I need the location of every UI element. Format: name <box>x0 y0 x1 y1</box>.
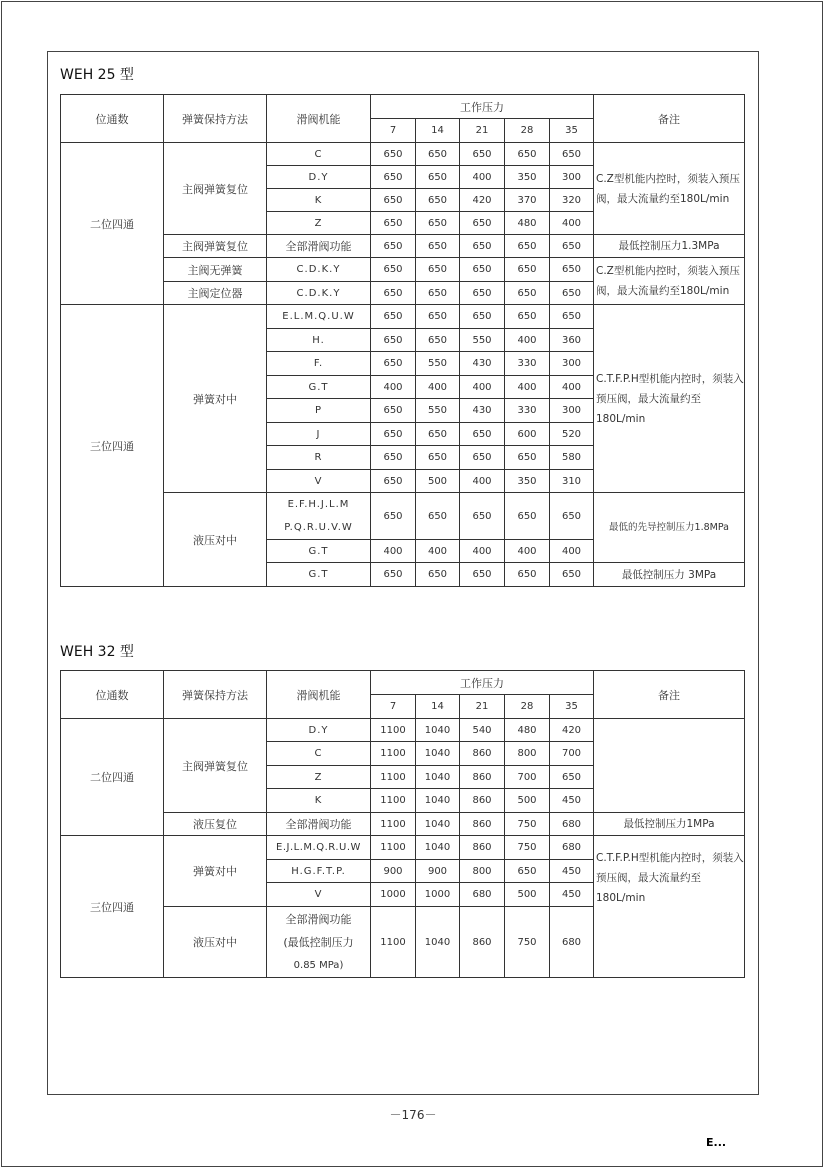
valve-function-line: 0.85 MPa) <box>293 959 344 971</box>
table-cell: 650 <box>416 563 460 587</box>
spring-method-label: 主阀无弹簧 <box>164 258 267 282</box>
table-cell: 330 <box>505 352 550 376</box>
table-cell: 400 <box>416 540 460 563</box>
valve-function: C <box>267 742 371 766</box>
spring-method-label: 主阀弹簧复位 <box>164 143 267 235</box>
valve-function-multi <box>267 493 371 540</box>
table-cell: 360 <box>550 329 594 352</box>
table-cell: 650 <box>460 563 505 587</box>
table-cell: 650 <box>505 282 550 305</box>
table-cell: 650 <box>416 189 460 212</box>
table-cell: 500 <box>416 470 460 493</box>
table-cell: 1040 <box>416 719 460 742</box>
table-cell: 1040 <box>416 766 460 789</box>
table-cell: 1100 <box>371 836 416 860</box>
table-cell: 650 <box>550 305 594 329</box>
table-cell: 540 <box>460 719 505 742</box>
table-cell: 650 <box>505 446 550 470</box>
table-cell: 1100 <box>371 789 416 813</box>
spec-table-weh25 <box>60 94 745 587</box>
valve-function-line: E.F.H.J.L.M <box>287 499 350 510</box>
table-cell: 650 <box>505 143 550 166</box>
table-cell: 860 <box>460 789 505 813</box>
table-cell: 580 <box>550 446 594 470</box>
table-cell: 400 <box>460 540 505 563</box>
valve-function: V <box>267 470 371 493</box>
table-cell: 1100 <box>371 766 416 789</box>
table-cell: 450 <box>550 789 594 813</box>
table-cell: 650 <box>416 235 460 258</box>
table-cell: 400 <box>460 376 505 399</box>
table-cell: 650 <box>505 258 550 282</box>
table-cell: 400 <box>416 376 460 399</box>
header-spring-method: 弹簧保持方法 <box>164 671 267 719</box>
page-number: －176－ <box>389 1108 437 1122</box>
corner-mark: E... <box>706 1136 727 1149</box>
valve-function: Z <box>267 766 371 789</box>
table-cell: 650 <box>371 305 416 329</box>
valve-function-multi <box>267 907 371 978</box>
remark-note: 最低控制压力1MPa <box>594 813 745 836</box>
table-cell: 650 <box>505 860 550 883</box>
spring-method-label: 液压复位 <box>164 813 267 836</box>
valve-function: K <box>267 789 371 813</box>
table-cell: 400 <box>505 540 550 563</box>
section-title-weh32: WEH 32 型 <box>60 644 134 660</box>
table-cell: 860 <box>460 813 505 836</box>
spring-method-label: 主阀弹簧复位 <box>164 719 267 813</box>
table-cell: 900 <box>416 860 460 883</box>
remark-note: 最低的先导控制压力1.8MPa <box>594 493 745 563</box>
table-cell: 400 <box>371 540 416 563</box>
table-cell: 650 <box>371 235 416 258</box>
table-cell: 1040 <box>416 789 460 813</box>
pressure-level: 28 <box>505 695 550 719</box>
table-cell: 680 <box>550 813 594 836</box>
table-cell: 650 <box>371 212 416 235</box>
pressure-level: 21 <box>460 119 505 143</box>
table-cell: 650 <box>371 166 416 189</box>
table-cell: 650 <box>460 235 505 258</box>
table-cell: 650 <box>371 189 416 212</box>
pressure-level: 7 <box>371 119 416 143</box>
header-spring-method: 弹簧保持方法 <box>164 95 267 143</box>
valve-function-line: (最低控制压力 <box>283 935 354 949</box>
spring-method-label: 液压对中 <box>164 493 267 587</box>
table-cell: 650 <box>550 143 594 166</box>
table-cell: 600 <box>505 423 550 446</box>
table-cell: 750 <box>505 836 550 860</box>
remark-note: C.T.F.P.H型机能内控时，须装入预压阀，最大流量约至180L/min <box>594 836 745 978</box>
valve-function: H. <box>267 329 371 352</box>
table-cell: 680 <box>460 883 505 907</box>
table-cell: 430 <box>460 399 505 423</box>
table-cell: 860 <box>460 836 505 860</box>
table-cell: 500 <box>505 883 550 907</box>
table-cell: 650 <box>371 352 416 376</box>
table-cell: 650 <box>416 166 460 189</box>
table-cell: 420 <box>460 189 505 212</box>
table-cell: 650 <box>550 258 594 282</box>
table-cell: 400 <box>550 376 594 399</box>
spec-table-weh32 <box>60 670 745 978</box>
table-cell: 420 <box>550 719 594 742</box>
valve-function: G.T <box>267 563 371 587</box>
header-remarks: 备注 <box>594 671 745 719</box>
group-label: 三位四通 <box>61 836 164 978</box>
table-cell: 1040 <box>416 836 460 860</box>
pressure-level: 14 <box>416 119 460 143</box>
table-cell: 650 <box>371 446 416 470</box>
table-cell: 1040 <box>416 813 460 836</box>
spring-method-label: 弹簧对中 <box>164 836 267 907</box>
table-cell: 300 <box>550 166 594 189</box>
table-cell: 860 <box>460 742 505 766</box>
table-cell: 480 <box>505 212 550 235</box>
remark-note: 最低控制压力 3MPa <box>594 563 745 587</box>
group-label: 三位四通 <box>61 305 164 587</box>
pressure-level: 28 <box>505 119 550 143</box>
valve-function-line: P.Q.R.U.V.W <box>284 522 353 533</box>
valve-function: E.J.L.M.Q.R.U.W <box>267 836 371 860</box>
table-cell: 310 <box>550 470 594 493</box>
valve-function: F. <box>267 352 371 376</box>
group-label: 二位四通 <box>61 143 164 305</box>
valve-function: D.Y <box>267 719 371 742</box>
valve-function: D.Y <box>267 166 371 189</box>
table-cell: 320 <box>550 189 594 212</box>
table-cell: 650 <box>416 423 460 446</box>
valve-function: G.T <box>267 540 371 563</box>
table-cell: 900 <box>371 860 416 883</box>
table-cell: 800 <box>460 860 505 883</box>
table-cell: 650 <box>460 446 505 470</box>
table-cell: 650 <box>460 493 505 540</box>
valve-function: 全部滑阀功能 <box>267 813 371 836</box>
table-cell: 650 <box>460 305 505 329</box>
table-cell: 650 <box>460 212 505 235</box>
table-cell: 650 <box>505 493 550 540</box>
valve-function: Z <box>267 212 371 235</box>
valve-function: C.D.K.Y <box>267 258 371 282</box>
table-cell: 650 <box>416 212 460 235</box>
table-cell: 350 <box>505 470 550 493</box>
header-position: 位通数 <box>61 671 164 719</box>
valve-function: C <box>267 143 371 166</box>
table-cell: 650 <box>371 282 416 305</box>
table-cell: 650 <box>371 470 416 493</box>
table-cell: 650 <box>550 493 594 540</box>
pressure-level: 21 <box>460 695 505 719</box>
table-cell: 400 <box>505 376 550 399</box>
table-cell: 400 <box>460 470 505 493</box>
table-cell: 650 <box>550 563 594 587</box>
valve-function: V <box>267 883 371 907</box>
table-cell: 1000 <box>371 883 416 907</box>
table-cell: 680 <box>550 836 594 860</box>
valve-function-line: 全部滑阀功能 <box>285 912 352 926</box>
table-cell: 750 <box>505 813 550 836</box>
table-cell: 650 <box>550 235 594 258</box>
table-cell: 650 <box>460 143 505 166</box>
pressure-level: 35 <box>550 119 594 143</box>
table-cell: 650 <box>416 305 460 329</box>
remark-note: C.T.F.P.H型机能内控时，须装入预压阀，最大流量约至180L/min <box>594 305 745 493</box>
table-cell: 650 <box>371 399 416 423</box>
valve-function: H.G.F.T.P. <box>267 860 371 883</box>
table-cell: 650 <box>371 258 416 282</box>
table-cell: 1100 <box>371 907 416 978</box>
pressure-level: 14 <box>416 695 460 719</box>
table-cell: 400 <box>371 376 416 399</box>
header-valve-function: 滑阀机能 <box>267 671 371 719</box>
remark-note: C.Z型机能内控时，须装入预压阀，最大流量约至180L/min <box>594 258 745 305</box>
table-cell: 330 <box>505 399 550 423</box>
header-remarks: 备注 <box>594 95 745 143</box>
table-cell: 650 <box>460 423 505 446</box>
table-cell: 650 <box>416 143 460 166</box>
table-cell: 700 <box>550 742 594 766</box>
valve-function: C.D.K.Y <box>267 282 371 305</box>
header-valve-function: 滑阀机能 <box>267 95 371 143</box>
header-working-pressure: 工作压力 <box>371 671 594 695</box>
table-cell: 550 <box>416 352 460 376</box>
valve-function: E.L.M.Q.U.W <box>267 305 371 329</box>
table-cell: 650 <box>416 493 460 540</box>
group-label: 二位四通 <box>61 719 164 836</box>
table-cell: 520 <box>550 423 594 446</box>
table-cell: 650 <box>371 423 416 446</box>
table-cell: 800 <box>505 742 550 766</box>
table-cell: 450 <box>550 860 594 883</box>
table-cell: 300 <box>550 399 594 423</box>
table-cell: 650 <box>416 329 460 352</box>
table-cell: 650 <box>505 563 550 587</box>
valve-function: J <box>267 423 371 446</box>
table-cell: 400 <box>460 166 505 189</box>
pressure-level: 35 <box>550 695 594 719</box>
table-cell: 650 <box>371 143 416 166</box>
header-working-pressure: 工作压力 <box>371 95 594 119</box>
remark-note: 最低控制压力1.3MPa <box>594 235 745 258</box>
spring-method-label: 弹簧对中 <box>164 305 267 493</box>
table-cell: 650 <box>550 766 594 789</box>
table-cell: 550 <box>416 399 460 423</box>
table-cell: 480 <box>505 719 550 742</box>
table-cell: 370 <box>505 189 550 212</box>
table-cell: 680 <box>550 907 594 978</box>
table-cell: 650 <box>371 563 416 587</box>
table-cell: 860 <box>460 766 505 789</box>
table-cell: 700 <box>505 766 550 789</box>
table-cell: 750 <box>505 907 550 978</box>
table-cell: 500 <box>505 789 550 813</box>
table-cell: 650 <box>460 258 505 282</box>
table-cell: 400 <box>550 212 594 235</box>
table-cell: 650 <box>371 493 416 540</box>
table-cell: 350 <box>505 166 550 189</box>
table-cell: 650 <box>416 258 460 282</box>
valve-function: K <box>267 189 371 212</box>
table-cell: 1040 <box>416 907 460 978</box>
header-position: 位通数 <box>61 95 164 143</box>
table-cell: 1000 <box>416 883 460 907</box>
table-cell: 450 <box>550 883 594 907</box>
remark-note: C.Z型机能内控时，须装入预压阀，最大流量约至180L/min <box>594 143 745 235</box>
table-cell: 650 <box>505 305 550 329</box>
table-cell: 400 <box>550 540 594 563</box>
valve-function: 全部滑阀功能 <box>267 235 371 258</box>
table-cell: 860 <box>460 907 505 978</box>
pressure-level: 7 <box>371 695 416 719</box>
valve-function: P <box>267 399 371 423</box>
table-cell: 650 <box>505 235 550 258</box>
valve-function: G.T <box>267 376 371 399</box>
valve-function: R <box>267 446 371 470</box>
section-title-weh25: WEH 25 型 <box>60 67 134 83</box>
spring-method-label: 液压对中 <box>164 907 267 978</box>
table-cell: 1100 <box>371 813 416 836</box>
table-cell: 1040 <box>416 742 460 766</box>
table-cell: 550 <box>460 329 505 352</box>
table-cell: 650 <box>416 282 460 305</box>
table-cell: 400 <box>505 329 550 352</box>
table-cell: 650 <box>460 282 505 305</box>
table-cell: 300 <box>550 352 594 376</box>
table-cell: 650 <box>550 282 594 305</box>
remark-empty <box>594 719 745 813</box>
table-cell: 650 <box>371 329 416 352</box>
table-cell: 1100 <box>371 742 416 766</box>
spring-method-label: 主阀弹簧复位 <box>164 235 267 258</box>
table-cell: 430 <box>460 352 505 376</box>
spring-method-label: 主阀定位器 <box>164 282 267 305</box>
table-cell: 650 <box>416 446 460 470</box>
table-cell: 1100 <box>371 719 416 742</box>
